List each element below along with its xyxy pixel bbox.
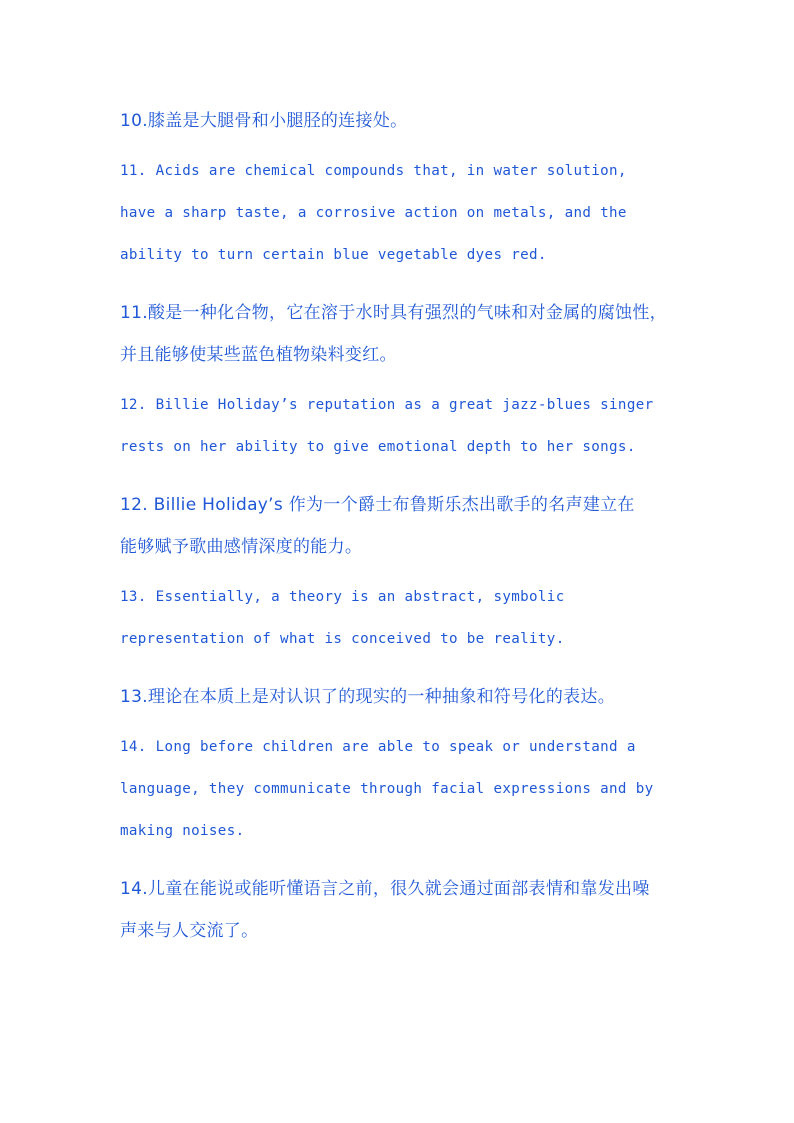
chinese-translation-line: 10.膝盖是大腿骨和小腿胫的连接处。 [120,111,408,131]
chinese-translation-line: 能够赋予歌曲感情深度的能力。 [120,537,363,557]
chinese-translation-line: 11.酸是一种化合物，它在溶于水时具有强烈的气味和对金属的腐蚀性， [120,303,667,323]
chinese-translation-line: 并且能够使某些蓝色植物染料变红。 [120,345,397,365]
english-sentence-line: making noises. [120,823,245,839]
english-sentence-line: have a sharp taste, a corrosive action on metals, and the [120,205,627,221]
chinese-translation-line: 13.理论在本质上是对认识了的现实的一种抽象和符号化的表达。 [120,687,616,707]
english-sentence-line: rests on her ability to give emotional depth to her songs. [120,439,636,455]
chinese-translation-line: 12. Billie Holiday’s 作为一个爵士布鲁斯乐杰出歌手的名声建立在 [120,495,635,515]
english-sentence-line: representation of what is conceived to be reality. [120,631,565,647]
chinese-translation-line: 14.儿童在能说或能听懂语言之前，很久就会通过面部表情和靠发出噪 [120,879,650,899]
english-sentence-line: 13. Essentially, a theory is an abstract, symbolic [120,589,565,605]
english-sentence-line: ability to turn certain blue vegetable dyes red. [120,247,547,263]
english-sentence-line: 11. Acids are chemical compounds that, in water solution, [120,163,627,179]
english-sentence-line: language, they communicate through facial expressions and by [120,781,654,797]
chinese-translation-line: 声来与人交流了。 [120,921,259,941]
english-sentence-line: 14. Long before children are able to speak or understand a [120,739,636,755]
english-sentence-line: 12. Billie Holiday’s reputation as a great jazz-blues singer [120,397,654,413]
